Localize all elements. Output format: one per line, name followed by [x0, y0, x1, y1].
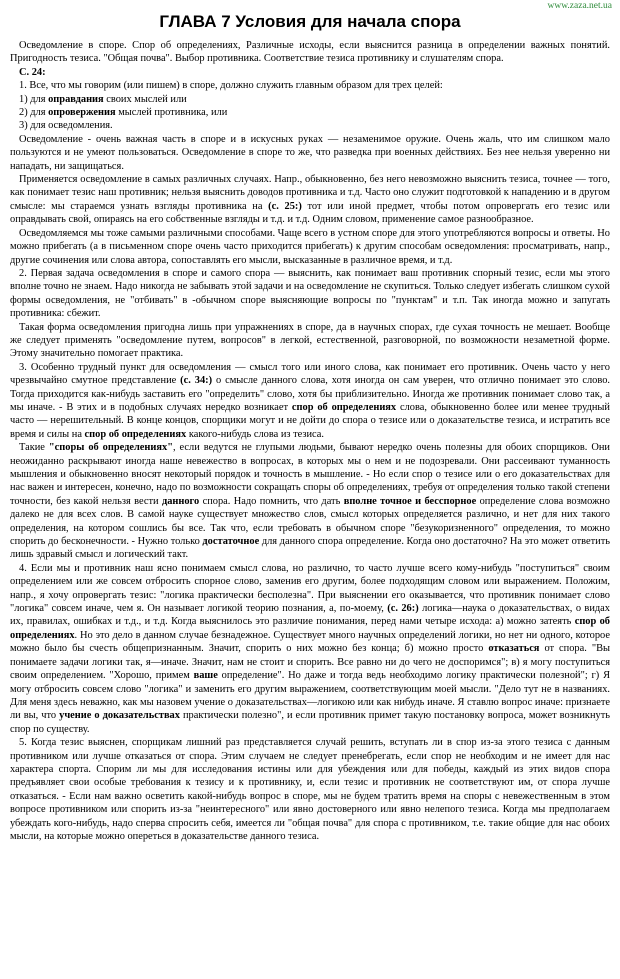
paragraph: [10, 173, 610, 227]
bold-text: данного: [161, 495, 200, 507]
bold-text: вполне точное и бесспорное: [343, 495, 477, 507]
paragraph: [10, 562, 610, 736]
text-run: , если ведутся не глупыми людьми, бывают нередко очень полезны для обоих спорщиков. Они неожиданно раскрывают иногда наше невежество в вопросах, в которых мы о нем и не подозревали. Они рассеивают туманность мышления и обыкновенно вносят некоторый порядок и точность в мышление. - Но если спор о тезисе или о его доказательствах для нас важен и интересен, конечно, надо по возможности сокращать споры об определениях, требуя от определения только такой степени точности, без какой нельзя вести: [10, 442, 610, 507]
text-run: о смысле данного слова, хотя иногда он сам уверен, что отлично понимает это слово. Тогда приходится как-нибудь заставить его "определить" слово, хотя бы приблизительно. Иногда же противник понимает слово так, а мы иначе. - В этих и в подобных случаях нередко возникает: [10, 375, 610, 413]
text-run: Осведомление в споре. Спор об определениях, Различные исходы, если выяснится разница в определении важных понятий. Пригодность тезиса. "Общая почва". Выбор противника. Соответствие тезиса противнику и слушателям спора.: [10, 40, 610, 65]
text-run: какого-нибудь слова из тезиса.: [186, 428, 325, 440]
text-run: 2) для: [19, 107, 49, 119]
bold-text: спор об определениях: [10, 616, 611, 641]
bold-text: достаточное: [202, 536, 260, 548]
text-run: Такая форма осведомления пригодна лишь при упражнениях в споре, да в научных спорах, где сухая точность не мешает. Вообще же следует применять "осведомление путем, вопросов" в легкой, естественной, разговорной, по возможности незаметной форме. Этому значительно помогает практика.: [10, 321, 610, 360]
paragraph: [10, 119, 610, 132]
chapter-title: ГЛАВА 7 Условия для начала спора: [159, 12, 461, 31]
paragraph: [10, 133, 610, 173]
text-run: тот или иной предмет, чтобы потом опровергать его тезис или оправдывать свой, опираясь на его собственные взгляды и т.д. и т.д. Одним словом, применение самое разнообразное.: [10, 200, 610, 226]
text-run: практически полезно", и если противник примет такую постановку вопроса, может возникнуть спор по существу.: [10, 710, 610, 735]
bold-text: отказаться: [488, 643, 540, 655]
text-run: своих мыслей или: [103, 93, 187, 105]
text-run: спора. Надо помнить, что дать: [199, 495, 344, 507]
text-run: Такие: [19, 442, 49, 454]
text-run: Осведомление - очень важная часть в споре и в искусных руках — незаменимое оружие. Очень жаль, что им слишком мало пользуются и не умеют пользоваться. Осведомление в споре то же, что разведка при военных действиях. Без нее нельзя уверенно ни нападать, ни защищаться.: [10, 133, 610, 172]
text-run: определение". Но даже и тогда ведь необходимо логику практически полезной"; г) Я могу отбросить совсем слово "логика" и заменить его другим выражением, соответствующим моей мысли. "Дело тут не в названиях. Для меня здесь неважно, как мы назовем учение о доказательствах—логикою или как нибудь иначе. Я ставлю вопрос иначе: признаете ли вы, что: [10, 670, 611, 722]
paragraph: [10, 66, 610, 79]
bold-text: ваше: [193, 670, 218, 682]
bold-text: спор об определениях: [84, 428, 187, 440]
text-run: 5. Когда тезис выяснен, спорщикам лишний раз представляется случай решить, вступать ли в спор из-за этого тезиса с данным противником или лучше отказаться от спора. Этим случаем не следует пренебрегать, если спор не необходим и не имеет для нас характера спорта. Спорим ли мы для исследования истины или для убеждения или для победы, каждый из этих видов спора предъявляет свои особые требования к тезису и к противнику, и, если тезис и противник не соответствуют им, от спора лучше отказаться. - Если нам важно осветить какой-нибудь вопрос в споре, мы не будем тратить время на споры с невежественным в этом вопросе противником или спорить из-за "неинтересного" или явно достоверного или явно нелепого тезиса. Когда мы предполагаем убеждать кого-нибудь, надо сперва спросить себя, имеется ли "общая почва" для спора с противником, т.е. такие общие для нас обоих мысли, на которые можно опереться в доказательстве данного тезиса.: [10, 737, 610, 842]
paragraph: [10, 93, 610, 106]
bold-text: "споры об определениях": [48, 442, 173, 454]
bold-text: спор об определениях: [291, 401, 397, 413]
bold-text: опровержения: [48, 107, 116, 119]
bold-text: С. 24:: [19, 66, 46, 78]
text-run: 3. Особенно трудный пункт для осведомления — смысл того или иного слова, как понимает его противник. Очень часто у него чрезвычайно смутное представление: [10, 361, 610, 387]
text-run: 1. Все, что мы говорим (или пишем) в споре, должно служить главным образом для трех целей:: [19, 80, 443, 92]
text-run: 4. Если мы и противник наш ясно понимаем смысл слова, но различно, то часто лучше всего кому-нибудь "поступиться" своим определением или же совсем отбросить спорное слово, заменив его другим, более подходящим словом или выражением. Положим, напр., я хочу опровергать тезис: "логика практически бесполезна". При выяснении его оказывается, что противник понимает слово "логика" совсем иначе, чем я. Он называет логикой теорию познания, а, по-моему,: [10, 562, 610, 615]
paragraph: [10, 361, 610, 441]
text-run: Осведомляемся мы тоже самыми различными способами. Чаще всего в устном споре для этого употребляются вопросы и ответы. Но можно прибегать (а в письменном споре очень часто приходится прибегать) к другим способам осведомления: просматривать, напр., другие сочинения или слова автора, сопоставлять его мысли, высказанные в различное время, и т.д.: [10, 227, 610, 266]
site-url[interactable]: www.zaza.net.ua: [547, 1, 612, 11]
text-run: слова, обыкновенно более или менее трудный часто — нерешительный. В конце концов, спорщики могут и не дойти до спора о тезисе или о доказательстве тезиса, и истратить все время и силы на: [10, 401, 610, 440]
text-run: мыслей противника, или: [115, 107, 228, 119]
paragraph: [10, 441, 610, 562]
text-run: Применяется осведомление в самых различных случаях. Напр., обыкновенно, без него невозможно выяснить тезиса, точнее — того, как понимает тезис наш противник; нельзя выяснить доводов противника и т.д. Часто оно служит подготовкой к нападению и в другом смысле: мы стараемся узнать взгляды противника на: [10, 174, 610, 212]
text-run: от спора. "Вы понимаете задачи логики так, я—иначе. Значит, нам не стоит и спорить. Все равно ни до чего не доспоримся"; в) я могу поступиться своим определением. "Хорошо, примем: [10, 643, 610, 682]
text-run: 3) для осведомления.: [19, 120, 113, 132]
bold-text: учение о доказательствах: [59, 710, 180, 722]
text-run: 2. Первая задача осведомления в споре и самого спора — выяснить, как понимает ваш противник спорный тезис, если мы этого вполне точно не знаем. Надо никогда не забывать этой задачи и на осведомление не скупиться. Только следует избегать слишком сухой формы осведомления, не "отбивать" в -обычном споре выясняющие вопросы по "пунктам" и т.п. Так иногда можно и запугать противника: сбежит.: [10, 267, 610, 320]
bold-text: (с. 25:): [268, 200, 302, 212]
paragraph: [10, 736, 610, 843]
text-run: 1) для: [19, 93, 49, 105]
text-run: . Но это дело в данном случае безнадежное. Существует много научных определений логики, но нет ни одного, которое можно было бы счесть общепризнанным. Значит, спорить о них можно без конца; б) можно просто: [10, 629, 610, 655]
paragraph: [10, 321, 610, 361]
paragraph: [10, 39, 610, 66]
paragraph: [10, 227, 610, 267]
paragraph: [10, 106, 610, 119]
bold-text: (с. 26:): [387, 603, 419, 615]
paragraph: [10, 79, 610, 92]
paragraph: [10, 267, 610, 321]
text-run: определение слова возможно далеко не для всех слов. В самой науке существует множество слов, смысл которых определяется различно, и нет для них такого определения, на котором сошлись бы все. Так что, если требовать в обычном споре "безукоризненного" определения, то можно спорить до бесконечности. - Нужно только: [10, 495, 610, 548]
bold-text: (с. 34:): [180, 375, 213, 387]
body-text: [10, 39, 610, 843]
text-run: для данного спора определение. Когда оно достаточно? На это может ответить лишь здравый смысл и логический такт.: [10, 536, 611, 561]
bold-text: оправдания: [48, 93, 104, 105]
text-run: логика—наука о доказательствах, о видах их, правилах, ошибках и т.д., и т.д. Когда выяснилось это различие понимания, перед нами четыре исхода: а) можно затеять: [10, 603, 610, 628]
